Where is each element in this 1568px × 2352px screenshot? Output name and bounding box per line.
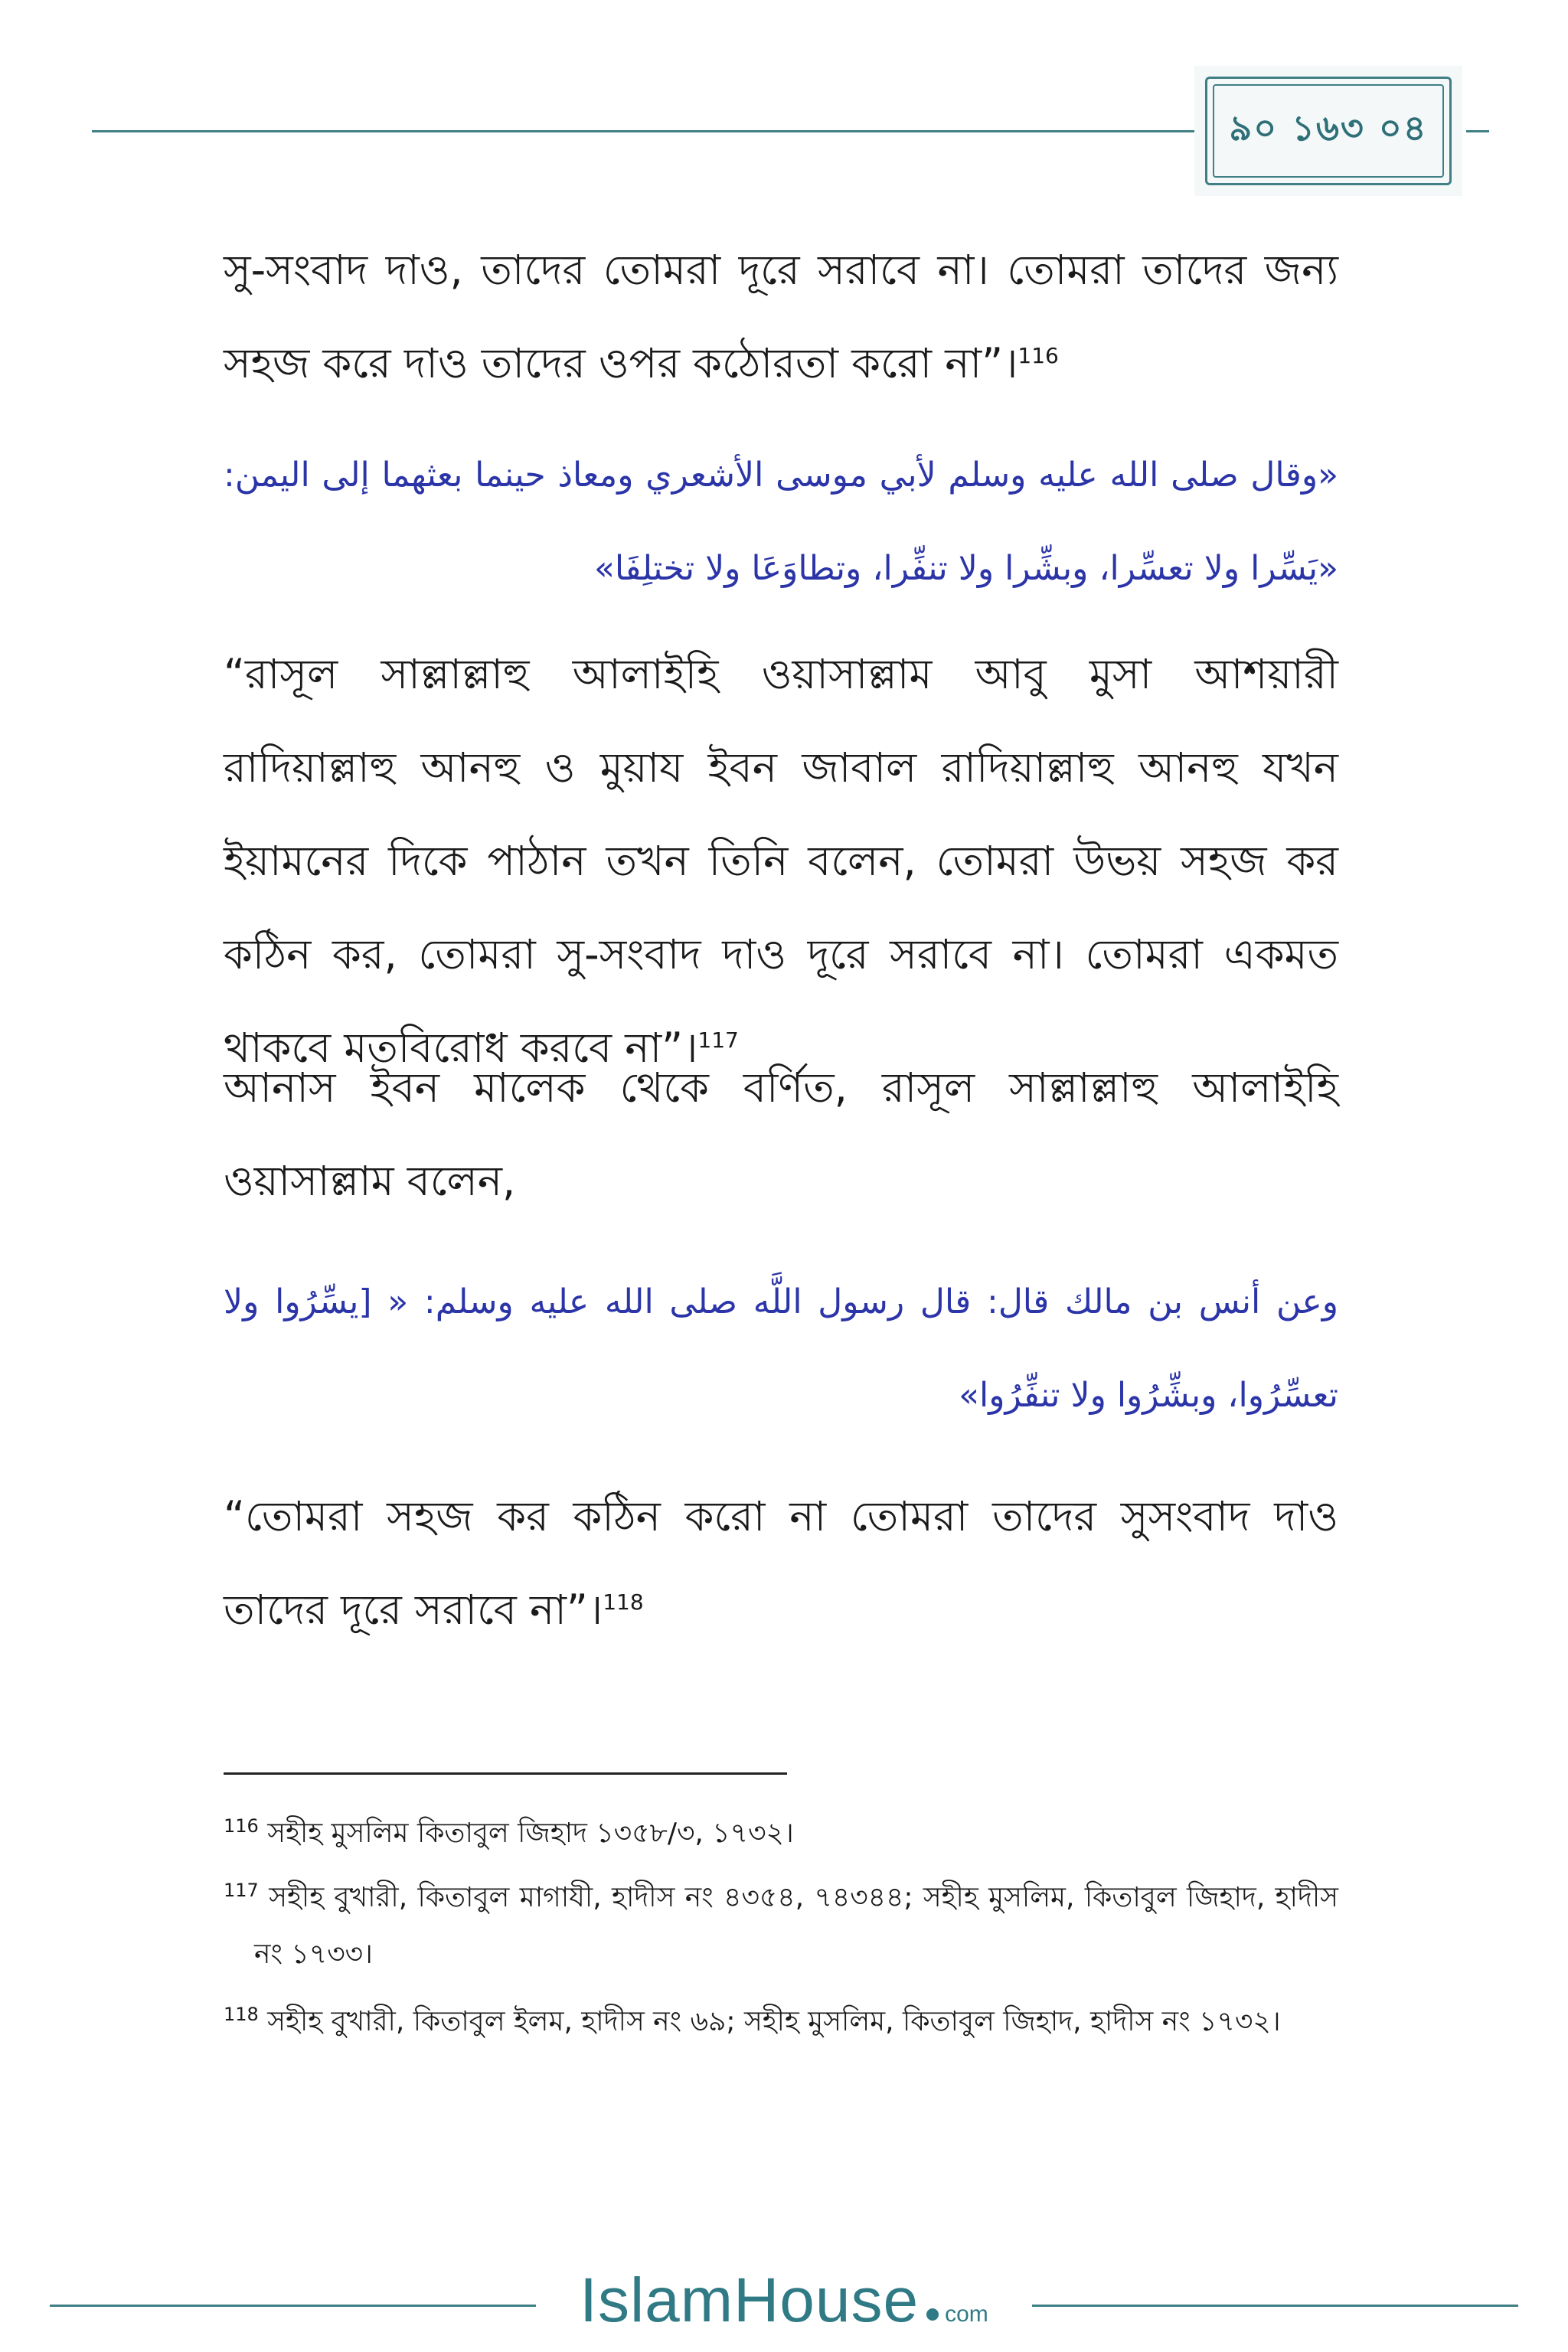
header-rule-right xyxy=(1466,130,1489,132)
arabic-quote-1-text: «وقال صلى الله عليه وسلم لأبي موسى الأشعري ومعاذ حينما بعثهما إلى اليمن: «يَسِّرا ولا تعسِّرا، وبشِّرا ولا تنفِّرا، وتطاوَعَا ولا تختلِفَا» xyxy=(224,456,1338,588)
footnote-separator xyxy=(224,1772,787,1775)
footnote-number: 118 xyxy=(224,2004,259,2025)
footnote-ref-118[interactable]: 118 xyxy=(603,1589,644,1615)
brand-name: IslamHouse xyxy=(580,2265,920,2335)
arabic-quote-2-text: وعن أنس بن مالك قال: قال رسول اللَّه صلى الله عليه وسلم: « [يسِّرُوا ولا تعسِّرُوا، وبشِّرُوا ولا تنفِّرُوا» xyxy=(224,1282,1338,1415)
paragraph-2-text: “রাসূল সাল্লাল্লাহু আলাইহি ওয়াসাল্লাম আবু মুসা আশয়ারী রাদিয়াল্লাহু আনহু ও মুয়ায ইবন জাবাল রাদিয়াল্লাহু আনহু যখন ইয়ামনের দিকে পাঠান তখন তিনি বলেন, তোমরা উভয় সহজ কর কঠিন কর, তোমরা সু-সংবাদ দাও দূরে সরাবে না। তোমরা একমত থাকবে মতবিরোধ করবে না”। xyxy=(224,650,1338,1072)
footer-rule-left xyxy=(50,2305,536,2307)
paragraph-2 xyxy=(224,628,1338,1095)
footnote-text: সহীহ বুখারী, কিতাবুল ইলম, হাদীস নং ৬৯; সহীহ মুসলিম, কিতাবুল জিহাদ, হাদীস নং ১৭৩২। xyxy=(267,2006,1281,2037)
footnote-ref-116[interactable]: 116 xyxy=(1018,343,1059,368)
footnote-text: সহীহ বুখারী, কিতাবুল মাগাযী, হাদীস নং ৪৩৫৪, ৭৪৩৪৪; সহীহ মুসলিম, কিতাবুল জিহাদ, হাদীস নং ১৭৩৩। xyxy=(254,1882,1338,1970)
footnote-116 xyxy=(224,1805,1338,1862)
paragraph-4-text: “তোমরা সহজ কর কঠিন করো না তোমরা তাদের সুসংবাদ দাও তাদের দূরে সরাবে না”। xyxy=(224,1492,1338,1634)
arabic-quote-2 xyxy=(224,1256,1338,1442)
footnote-ref-117[interactable]: 117 xyxy=(697,1027,739,1053)
footnote-118 xyxy=(224,1994,1338,2050)
footer-rule-right xyxy=(1032,2305,1518,2307)
paragraph-1 xyxy=(224,224,1338,410)
paragraph-3-text: আনাস ইবন মালেক থেকে বর্ণিত, রাসূল সাল্লাল্লাহু আলাইহি ওয়াসাল্লাম বলেন, xyxy=(224,1063,1338,1205)
brand-tld: com xyxy=(945,2301,988,2327)
paragraph-1-text: সু-সংবাদ দাও, তাদের তোমরা দূরে সরাবে না। তোমরা তাদের জন্য সহজ করে দাও তাদের ওপর কঠোরতা করো না”। xyxy=(224,246,1338,387)
footnote-number: 116 xyxy=(224,1815,259,1837)
arabic-quote-1 xyxy=(224,429,1338,616)
page-number-badge xyxy=(1194,66,1462,196)
badge-inner-frame xyxy=(1213,84,1444,178)
paragraph-4 xyxy=(224,1470,1338,1657)
footnote-number: 117 xyxy=(224,1880,259,1901)
page-number: ৯০ ১৬৩ ০৪ xyxy=(1229,107,1428,149)
footnote-117 xyxy=(224,1870,1338,1983)
islamhouse-logo[interactable] xyxy=(536,2259,1032,2343)
paragraph-3 xyxy=(224,1041,1338,1228)
header-rule-left xyxy=(92,130,1194,132)
footnote-text: সহীহ মুসলিম কিতাবুল জিহাদ ১৩৫৮/৩, ১৭৩২। xyxy=(267,1818,794,1849)
dot-icon xyxy=(926,2308,939,2321)
